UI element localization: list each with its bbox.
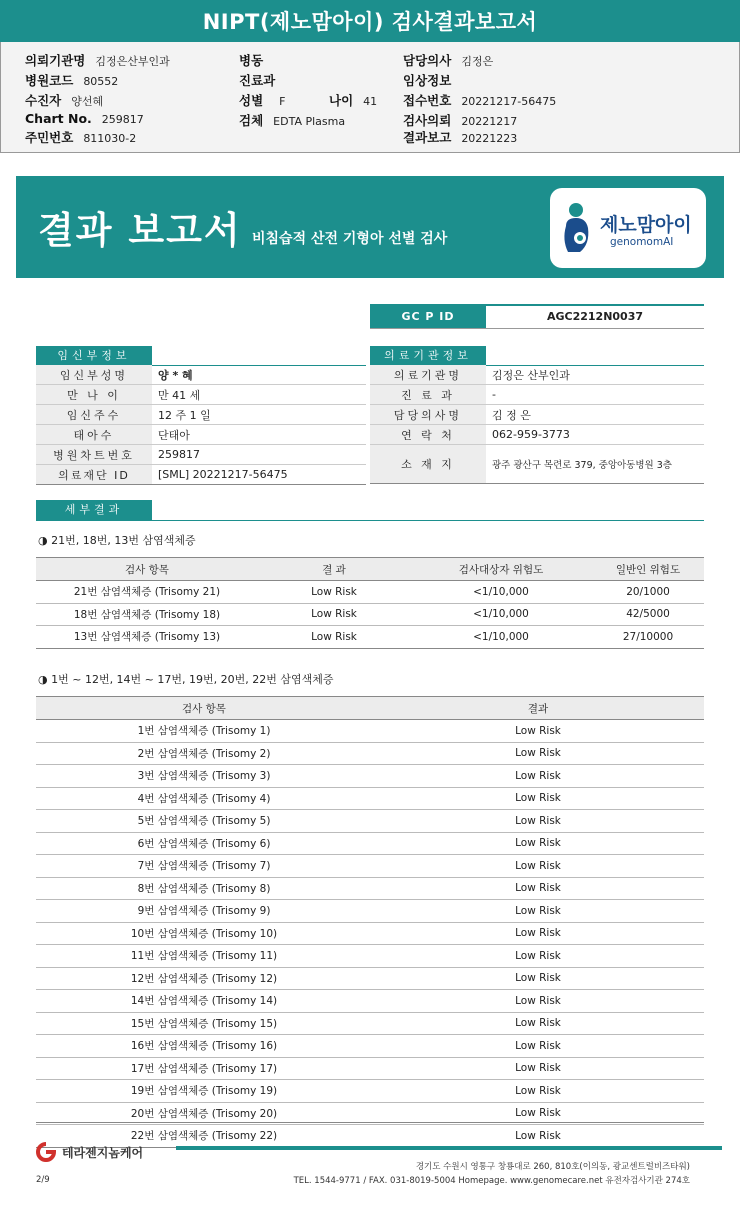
table-row: 18번 삼염색체증 (Trisomy 18) Low Risk <1/10,000 42/5000 [36, 603, 704, 626]
section-divider [36, 520, 704, 521]
footer-divider [36, 1122, 704, 1123]
header-row: 담당의사 김정은 [403, 53, 494, 68]
genomom-logo [550, 188, 706, 268]
banner-title: 결과 보고서 [38, 209, 242, 252]
footer-accent-line [176, 1146, 722, 1150]
table-row: 17번 삼염색체증 (Trisomy 17) Low Risk [36, 1057, 704, 1080]
table-row: 만 나 이 만 41 세 [36, 385, 366, 405]
table-row: 의료기관명 김정은 산부인과 [370, 365, 704, 385]
patient-info-table [36, 365, 366, 485]
table-row: 2번 삼염색체증 (Trisomy 2) Low Risk [36, 742, 704, 765]
footer-contact: TEL. 1544-9771 / FAX. 031-8019-5004 Homepage. www.genomecare.net 유전자검사기관 274호 [293, 1176, 690, 1186]
table-row: 14번 삼염색체증 (Trisomy 14) Low Risk [36, 990, 704, 1013]
table-row: 임신부성명 양 * 혜 [36, 365, 366, 385]
other-trisomy-table [36, 696, 704, 1148]
table-row: 4번 삼염색체증 (Trisomy 4) Low Risk [36, 787, 704, 810]
company-logo-icon [32, 1142, 60, 1162]
header-row: 검체 EDTA Plasma [239, 113, 346, 128]
institution-info-table [370, 365, 704, 484]
major-trisomy-table [36, 557, 704, 649]
header-row: 수진자 양선혜 [25, 93, 104, 108]
header-row: 접수번호 20221217-56475 [403, 93, 557, 108]
header-info-box [0, 42, 740, 153]
header-row: 성별 F [239, 93, 286, 108]
header-row: 결과보고 20221223 [403, 130, 518, 145]
table-row: 소 재 지 광주 광산구 목련로 379, 중앙아동병원 3층 [370, 445, 704, 484]
report-title: NIPT(제노맘아이) 검사결과보고서 [0, 0, 740, 42]
table-row: 9번 삼염색체증 (Trisomy 9) Low Risk [36, 900, 704, 923]
header-row: Chart No. 259817 [25, 111, 144, 126]
table-row: 담당의사명 김 정 은 [370, 405, 704, 425]
table-row: 8번 삼염색체증 (Trisomy 8) Low Risk [36, 877, 704, 900]
table-row: 16번 삼염색체증 (Trisomy 16) Low Risk [36, 1035, 704, 1058]
result-banner [16, 176, 724, 278]
header-row: 병원코드 80552 [25, 73, 119, 88]
gcpid-box [370, 304, 704, 329]
header-row: 검사의뢰 20221217 [403, 113, 518, 128]
table-row: 15번 삼염색체증 (Trisomy 15) Low Risk [36, 1012, 704, 1035]
table-row: 10번 삼염색체증 (Trisomy 10) Low Risk [36, 922, 704, 945]
section2-title: ◑ 1번 ~ 12번, 14번 ~ 17번, 19번, 20번, 22번 삼염색체증 [38, 673, 334, 686]
header-row: 주민번호 811030-2 [25, 130, 137, 145]
table-row: 3번 삼염색체증 (Trisomy 3) Low Risk [36, 765, 704, 788]
table-row: 12번 삼염색체증 (Trisomy 12) Low Risk [36, 967, 704, 990]
table-row: 1번 삼염색체증 (Trisomy 1) Low Risk [36, 720, 704, 743]
table-row: 5번 삼염색체증 (Trisomy 5) Low Risk [36, 810, 704, 833]
table-row: 병원차트번호 259817 [36, 445, 366, 465]
institution-info-header: 의료기관정보 [370, 346, 486, 366]
logo-name: 제노맘아이 [600, 214, 692, 236]
table-header-row: 검사 항목 결과 [36, 697, 704, 720]
table-header-row: 검사 항목 결 과 검사대상자 위험도 일반인 위험도 [36, 558, 704, 581]
table-row: 21번 삼염색체증 (Trisomy 21) Low Risk <1/10,000 20/1000 [36, 581, 704, 604]
banner-subtitle: 비침습적 산전 기형아 선별 검사 [252, 231, 448, 247]
header-row: 나이 41 [329, 93, 378, 108]
table-row: 의료재단 ID [SML] 20221217-56475 [36, 465, 366, 485]
table-row: 22번 삼염색체증 (Trisomy 22) Low Risk [36, 1125, 704, 1148]
gcpid-value: AGC2212N0037 [546, 310, 644, 323]
table-row: 20번 삼염색체증 (Trisomy 20) Low Risk [36, 1102, 704, 1125]
header-row: 진료과 [239, 73, 276, 88]
table-row: 태아수 단태아 [36, 425, 366, 445]
table-row: 연 락 처 062-959-3773 [370, 425, 704, 445]
table-row: 임신주수 12 주 1 일 [36, 405, 366, 425]
table-row: 7번 삼염색체증 (Trisomy 7) Low Risk [36, 855, 704, 878]
patient-info-header: 임신부정보 [36, 346, 152, 366]
company-name: 테라젠지놈케어 [62, 1146, 144, 1160]
mother-baby-icon [560, 200, 600, 256]
header-row: 의뢰기관명 김정은산부인과 [25, 53, 170, 68]
table-row: 19번 삼염색체증 (Trisomy 19) Low Risk [36, 1080, 704, 1103]
logo-sub: genomomAI [610, 236, 674, 248]
section1-title: ◑ 21번, 18번, 13번 삼염색체증 [38, 534, 196, 547]
header-row: 병동 [239, 53, 264, 68]
table-row: 6번 삼염색체증 (Trisomy 6) Low Risk [36, 832, 704, 855]
detail-result-header: 세부결과 [36, 500, 152, 520]
table-row: 11번 삼염색체증 (Trisomy 11) Low Risk [36, 945, 704, 968]
half-circle-icon: ◑ [38, 534, 48, 547]
half-circle-icon: ◑ [38, 673, 48, 686]
gcpid-label: GC P ID [370, 306, 486, 328]
table-row: 13번 삼염색체증 (Trisomy 13) Low Risk <1/10,000 27/10000 [36, 626, 704, 649]
header-row: 임상정보 [403, 73, 452, 88]
table-row: 진 료 과 - [370, 385, 704, 405]
footer-address: 경기도 수원시 영통구 창룡대로 260, 810호(이의동, 광교센트럴비즈타워) [415, 1162, 690, 1172]
page-number: 2/9 [36, 1175, 50, 1185]
